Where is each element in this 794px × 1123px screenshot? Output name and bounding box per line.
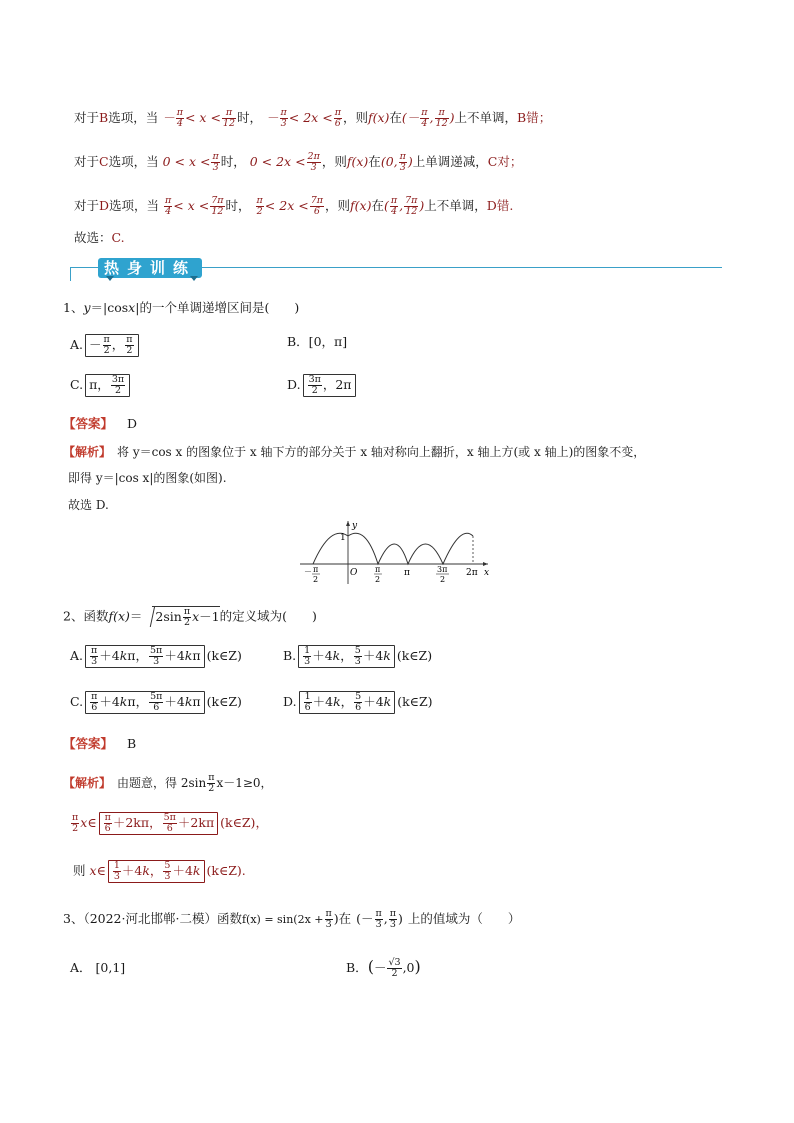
banner-ribbon-icon (106, 276, 114, 281)
q1-option-b[interactable]: B．[0，π] (287, 334, 348, 349)
q2-option-c[interactable]: C. $\frac{\pi}{6}$ ＋4kπ， $\frac{5\pi}{6}$ ＋4kπ (k∈Z) (70, 691, 242, 713)
svg-text:π: π (375, 565, 381, 574)
q2-analysis-3: 则 x∈ $\frac{1}{3}$ ＋4k， $\frac{5}{3}$ ＋4k (k∈Z). (73, 860, 246, 882)
tick-neg-half-pi (304, 565, 320, 584)
q1-analysis-1: 【解析】 将 y＝cos x 的图象位于 x 轴下方的部分关于 x 轴对称向上翻折，x 轴上方(或 x 轴上)的图象不变， (63, 445, 646, 459)
label-pi: π (404, 568, 410, 578)
q1-option-d[interactable]: D. $\frac{3\pi}{2}$ ，2π (287, 374, 358, 397)
q2-option-b[interactable]: B. $\frac{1}{3}$ ＋4k， $\frac{5}{3}$ ＋4k (k∈Z) (283, 645, 433, 667)
label-one: 1 (340, 533, 346, 543)
q2-option-d[interactable]: D. $\frac{1}{6}$ ＋4k， $\frac{5}{6}$ ＋4k (k∈Z) (283, 691, 433, 713)
banner-ribbon-icon (190, 276, 198, 281)
solution-line-c: 对于C选项，当 0 < x < $\frac{\pi}{3}$ 时， 0 < 2x < $\frac{2\pi}{3}$ ，则f(x)在(0, $\frac{\pi}{3}$ )上单调递减，C对； (74, 151, 523, 173)
q2-stem: 2、函数f(x)＝ 2sin $\frac{\pi}{2}$ x－1的定义域为( ) (63, 606, 317, 628)
curve (313, 533, 473, 564)
q1-answer: 【答案】 D (63, 416, 138, 431)
q3-option-b[interactable]: B．(－ $\frac{√3}{2}$ ,0) (346, 956, 421, 979)
q1-option-a[interactable]: A. － $\frac{\pi}{2}$ ， $\frac{\pi}{2}$ (70, 334, 141, 357)
q1-stem: 1、y＝|cosx|的一个单调递增区间是( ) (63, 300, 300, 315)
section-title: 热身训练 (98, 258, 202, 278)
solution-line-b: 对于B选项，当 － $\frac{\pi}{4}$ < x < $\frac{\pi}{12}$ 时， － $\frac{\pi}{3}$ < 2x < $\frac{\pi}{6}$ ，则f(x)在(－ $\frac{\pi}{4}$ , $\frac{\pi}{12}$ )上不单调，B错； (74, 107, 552, 129)
q2-answer: 【答案】 B (63, 736, 137, 751)
solution-line-d: 对于D选项，当 $\frac{\pi}{4}$ < x < $\frac{7\pi}{12}$ 时， $\frac{\pi}{2}$ < 2x < $\frac{7\pi}{6}$ ，则f(x)在( $\frac{\pi}{4}$ , $\frac{7\pi}{12}$ )上不单调，D错. (74, 195, 514, 217)
svg-text:π: π (313, 565, 319, 574)
q1-analysis-3: 故选 D. (68, 498, 109, 512)
x-label: x (484, 568, 490, 578)
svg-text:2: 2 (313, 575, 319, 584)
q2-option-a[interactable]: A. $\frac{\pi}{3}$ ＋4kπ， $\frac{5\pi}{3}$ ＋4kπ (k∈Z) (70, 645, 242, 667)
y-label: y (352, 521, 358, 531)
q1-option-c[interactable]: C. π， $\frac{3\pi}{2}$ (70, 374, 132, 397)
q2-analysis-1: 【解析】 由题意，得 2sin $\frac{\pi}{2}$ x－1≥0， (63, 772, 273, 794)
label-origin: O (350, 568, 358, 578)
svg-text:3π: 3π (437, 565, 448, 574)
q3-stem: 3、（2022·河北邯郸·二模）函数f(x) = sin(2x + $\frac{\pi}{3}$ )在 (－ $\frac{\pi}{3}$ , $\frac{\pi}{3}$ ) 上的值域为（ ） (63, 908, 521, 930)
svg-text:－: － (304, 567, 312, 576)
q1-analysis-2: 即得 y＝|cos x|的图象(如图). (68, 471, 227, 485)
label-2pi: 2π (466, 568, 478, 578)
final-answer: 故选：C. (74, 230, 125, 245)
q2-analysis-2: $\frac{\pi}{2}$ x∈ $\frac{\pi}{6}$ ＋2kπ， $\frac{5\pi}{6}$ ＋2kπ (k∈Z)， (72, 812, 268, 834)
svg-text:2: 2 (440, 575, 446, 584)
section-banner (70, 259, 722, 277)
q3-option-a[interactable]: A． [0,1] (70, 960, 126, 975)
cos-abs-graph (296, 518, 496, 586)
tick-half-pi (374, 565, 382, 584)
svg-text:2: 2 (375, 575, 381, 584)
tick-three-half-pi (436, 565, 449, 584)
